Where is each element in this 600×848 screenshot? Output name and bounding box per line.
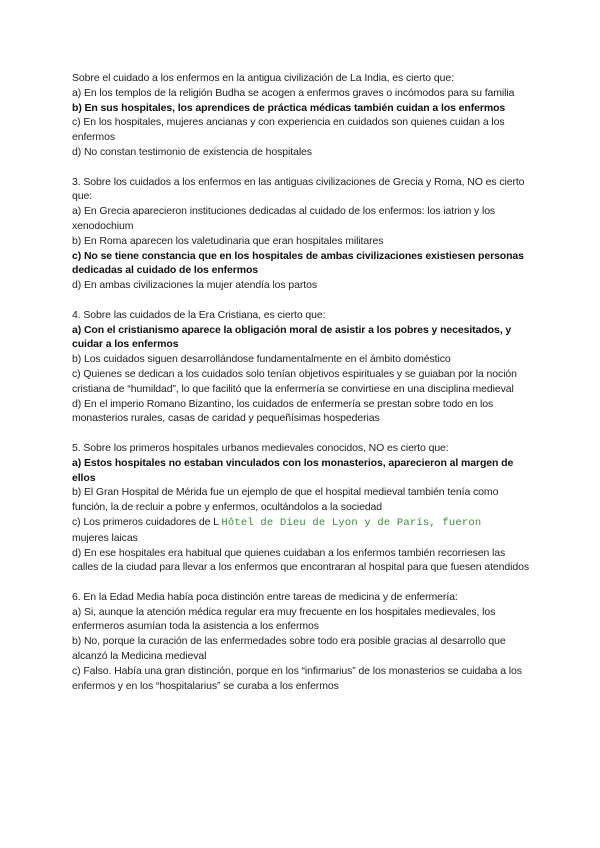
option-b-answer: b) En sus hospitales, los aprendices de práctica médicas también cuidan a los enfermos xyxy=(72,101,506,114)
document-content xyxy=(72,71,534,708)
option-c-suffix: mujeres laicas xyxy=(72,531,138,544)
option-b: b) Los cuidados siguen desarrollándose fundamentalmente en el ámbito doméstico xyxy=(72,353,451,366)
question-2 xyxy=(72,71,534,160)
option-b: b) El Gran Hospital de Mérida fue un ejemplo de que el hospital medieval también tenía como función, la de recluir a pobre y enfermos, ocultándolos a la sociedad xyxy=(72,486,499,514)
option-c: c) En los hospitales, mujeres ancianas y con experiencia en cuidados son quienes cuidan a los enfermos xyxy=(72,116,505,144)
question-5 xyxy=(72,441,534,575)
option-c-answer: c) No se tiene constancia que en los hospitales de ambas civilizaciones existiesen personas dedicadas al cuidado de los enfermos xyxy=(72,249,524,277)
option-b: b) En Roma aparecen los valetudinaria que eran hospitales militares xyxy=(72,234,384,247)
question-text: 3. Sobre los cuidados a los enfermos en las antiguas civilizaciones de Grecia y Roma, NO es cierto que: xyxy=(72,175,525,203)
question-4 xyxy=(72,308,534,426)
option-c-prefix: c) Los primeros cuidadores de L xyxy=(72,515,222,528)
question-text: Sobre el cuidado a los enfermos en la antigua civilización de La India, es cierto que: xyxy=(72,72,454,84)
question-text: 6. En la Edad Media había poca distinción entre tareas de medicina y de enfermería: xyxy=(72,590,458,603)
option-a: a) En Grecia aparecieron instituciones dedicadas al cuidado de los enfermos: los iatrion y los xenodochium xyxy=(72,205,496,232)
option-c xyxy=(72,515,534,546)
option-d: d) En ambas civilizaciones la mujer atendía los partos xyxy=(72,279,317,292)
option-d: d) En el imperio Romano Bizantino, los cuidados de enfermería se prestan sobre todo en los monasterios rurales, casas de caridad y pequeñísimas hospederias xyxy=(72,397,494,425)
option-a: a) Si, aunque la atención médica regular era muy frecuente en los hospitales medievales, los enfermeros asumían toda la asistencia a los enfermos xyxy=(72,605,496,633)
question-text: 4. Sobre las cuidados de la Era Cristiana, es cierto que: xyxy=(72,308,326,321)
option-a: a) En los templos de la religión Budha se acogen a enfermos graves o incómodos para su familia xyxy=(72,86,515,99)
question-text: 5. Sobre los primeros hospitales urbanos medievales conocidos, NO es cierto que: xyxy=(72,441,449,454)
question-3 xyxy=(72,175,534,293)
option-b: b) No, porque la curación de las enfermedades sobre todo era posible gracias al desarrollo que alcanzó la Medicina medieval xyxy=(72,635,506,663)
option-c: c) Falso. Había una gran distinción, porque en los “infirmarius” de los monasterios se cuidaba a los enfermos y en los “hospitalarius” se curaba a los enfermos xyxy=(72,664,522,692)
option-d: d) No constan testimonio de existencia de hospitales xyxy=(72,145,312,158)
option-a-answer: a) Con el cristianismo aparece la obligación moral de asistir a los pobres y necesitados, y cuidar a los enfermos xyxy=(72,323,512,351)
option-a-answer: a) Estos hospitales no estaban vinculados con los monasterios, aparecieron al margen de ellos xyxy=(72,456,514,484)
question-6 xyxy=(72,590,534,694)
option-d: d) En ese hospitales era habitual que quienes cuidaban a los enfermos también recorriesen las calles de la ciudad para llevar a los enfermos que encontraran al hospital para que fuesen atendidos xyxy=(72,546,529,574)
option-c-highlight: Hôtel de Dieu de Lyon y de París, fueron xyxy=(221,516,482,529)
option-c: c) Quienes se dedican a los cuidados solo tenían objetivos espirituales y se guiaban por la noción cristiana de “humildad”, lo que facilitó que la enfermería se convirtiese en una disciplina medieval xyxy=(72,367,517,395)
